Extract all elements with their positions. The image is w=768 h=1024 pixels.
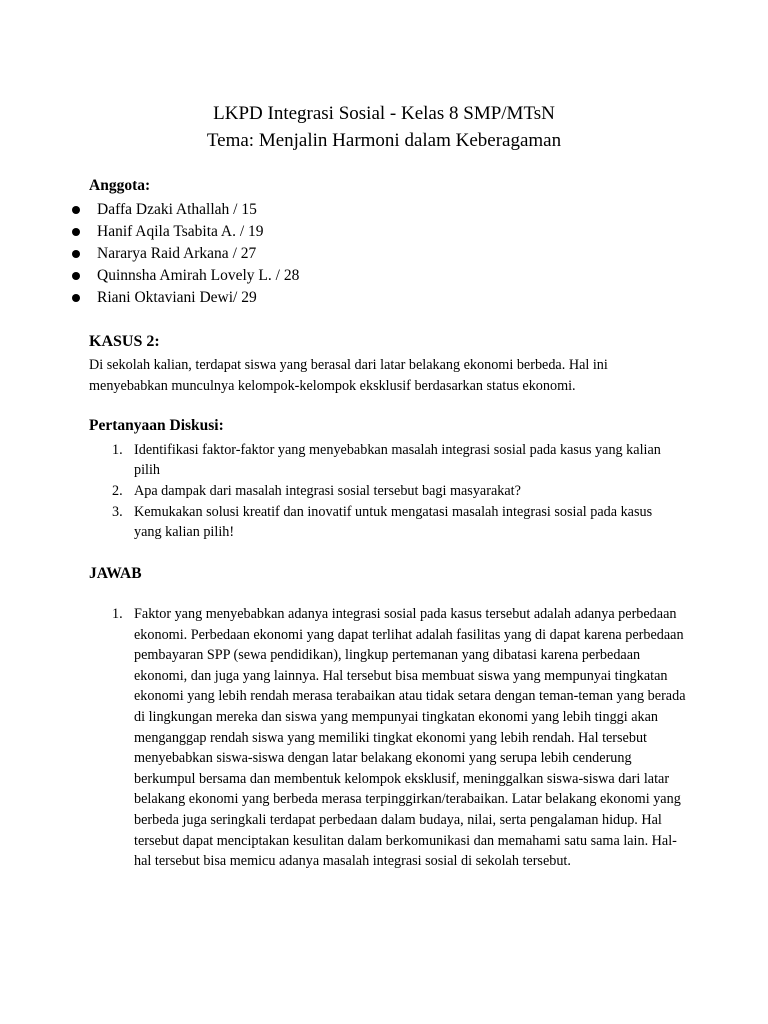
list-item [72, 243, 299, 265]
list-item [72, 265, 299, 287]
question-text: Apa dampak dari masalah integrasi sosial tersebut bagi masyarakat? [134, 483, 521, 499]
question-item [112, 481, 664, 501]
item-number: 1. [112, 442, 123, 458]
member-name: Nararya Raid Arkana / 27 [97, 245, 257, 262]
bullet-icon [72, 228, 80, 236]
question-list [112, 440, 664, 543]
answer-item [112, 604, 686, 872]
answer-text: Faktor yang menyebabkan adanya integrasi sosial pada kasus tersebut adalah adanya perbedaan ekonomi. Perbedaan ekonomi yang dapat terlihat adalah fasilitas yang di dapat karena perbedaan pembayaran SPP (sewa pendidikan), lingkup pertemanan yang dibatasi karena perbedaan ekonomi, dan juga yang lainnya. Hal tersebut bisa membuat siswa yang mempunyai tingkatan ekonomi yang lebih rendah merasa terabaikan atau tidak setara dengan teman-teman yang berada di lingkungan mereka dan siswa yang mempunyai tingkatan ekonomi yang lebih tinggi akan menganggap rendah siswa yang memiliki tingkat ekonomi yang lebih rendah. Hal tersebut menyebabkan siswa-siswa dengan latar belakang ekonomi yang serupa lebih cenderung berkumpul bersama dan membentuk kelompok eksklusif, meninggalkan siswa-siswa dari latar belakang ekonomi yang berbeda merasa terpinggirkan/terabaikan. Latar belakang ekonomi yang berbeda juga seringkali terdapat perbedaan dalam budaya, nilai, serta pengalaman hidup. Hal tersebut dapat menciptakan kesulitan dalam berkomunikasi dan memahami satu sama lain. Hal-hal tersebut bisa memicu adanya masalah integrasi sosial di sekolah tersebut. [134, 606, 686, 870]
question-text: Identifikasi faktor-faktor yang menyebabkan masalah integrasi sosial pada kasus yang kalian pilih [134, 442, 661, 478]
question-item [112, 440, 664, 480]
item-number: 3. [112, 504, 123, 520]
item-number: 2. [112, 483, 123, 499]
answer-list [112, 604, 686, 872]
bullet-icon [72, 272, 80, 280]
question-item [112, 502, 664, 542]
list-item [72, 221, 299, 243]
member-name: Daffa Dzaki Athallah / 15 [97, 201, 257, 218]
member-name: Quinnsha Amirah Lovely L. / 28 [97, 267, 300, 284]
bullet-icon [72, 250, 80, 258]
case-text: Di sekolah kalian, terdapat siswa yang berasal dari latar belakang ekonomi berbeda. Hal ini menyebabkan munculnya kelompok-kelompok eksklusif berdasarkan status ekonomi. [89, 357, 608, 394]
member-list [72, 199, 299, 309]
list-item [72, 287, 299, 309]
discussion-heading: Pertanyaan Diskusi: [89, 417, 224, 434]
item-number: 1. [112, 606, 123, 622]
case-heading: KASUS 2: [89, 333, 160, 350]
question-text: Kemukakan solusi kreatif dan inovatif untuk mengatasi masalah integrasi sosial pada kasus yang kalian pilih! [134, 504, 653, 540]
list-item [72, 199, 299, 221]
members-label: Anggota: [89, 177, 151, 194]
member-name: Hanif Aqila Tsabita A. / 19 [97, 223, 264, 240]
answer-heading: JAWAB [89, 565, 142, 582]
document-theme: Tema: Menjalin Harmoni dalam Keberagaman [206, 130, 562, 151]
bullet-icon [72, 294, 80, 302]
bullet-icon [72, 206, 80, 214]
document-title: LKPD Integrasi Sosial - Kelas 8 SMP/MTsN [213, 103, 555, 124]
member-name: Riani Oktaviani Dewi/ 29 [97, 289, 257, 306]
